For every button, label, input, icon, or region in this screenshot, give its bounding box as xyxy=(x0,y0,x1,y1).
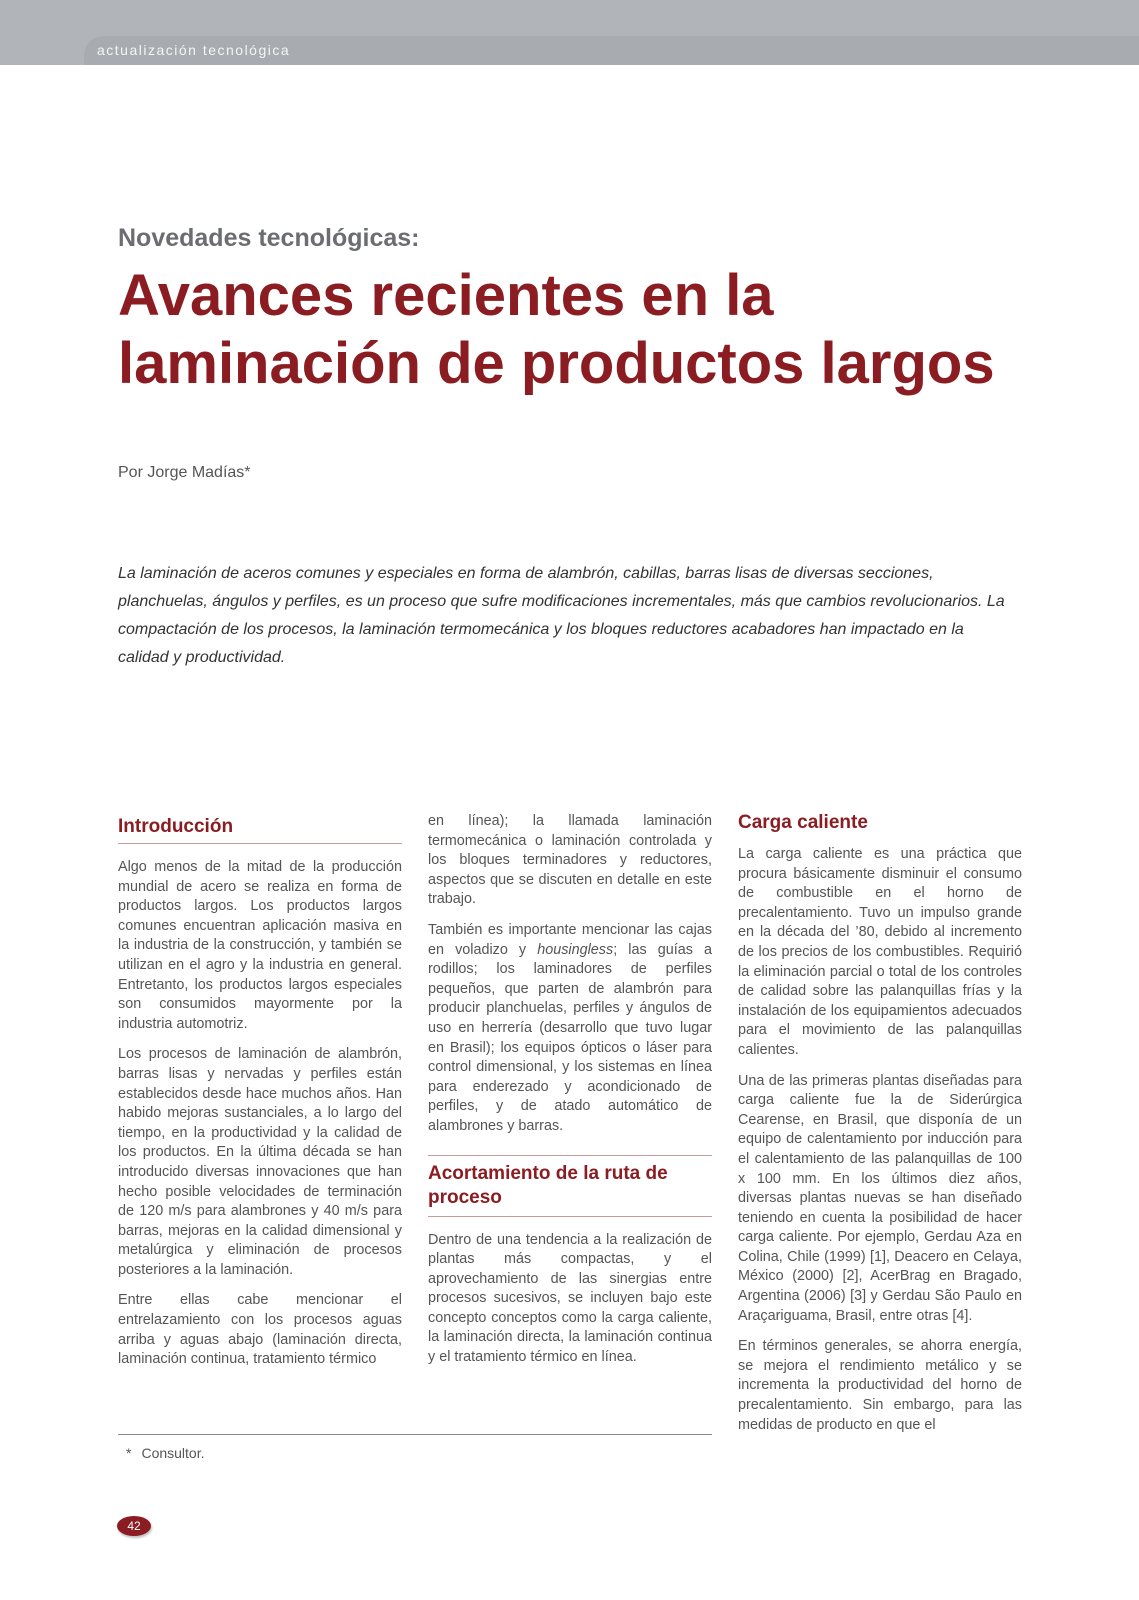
paragraph: Entre ellas cabe mencionar el entrelazamiento con los procesos aguas arriba y aguas abajo (laminación directa, laminación continua, tratamiento térmico xyxy=(118,1292,402,1368)
paragraph: Una de las primeras plantas diseñadas para carga caliente fue la de Siderúrgica Cearense, en Brasil, que disponía de un equipo de calentamiento por inducción para el calentamiento de las palanquillas de 100 x 100 mm. En los últimos diez años, diversas plantas nuevas se han diseñado teniendo en cuenta la posibilidad de hacer carga caliente. Por ejemplo, Gerdau Aza en Colina, Chile (1999) [1], Deacero en Celaya, México (2000) [2], AcerBrag en Bragado, Argentina (2006) [3] y Gerdau São Paulo en Araçariguama, Brasil, entre otras [4]. xyxy=(738,1072,1022,1324)
byline: Por Jorge Madías* xyxy=(118,464,251,481)
page-number: 42 xyxy=(117,1516,151,1536)
lead-paragraph: La laminación de aceros comunes y especiales en forma de alambrón, cabillas, barras lisas de diversas secciones, planchuelas, ángulos y perfiles, es un proceso que sufre modificaciones incrementales, más que cambios revolucionarios. La compactación de los procesos, la laminación termomecánica y los bloques reductores acabadores han impactado en la calidad y productividad. xyxy=(118,565,1005,666)
emphasis-housingless: housingless xyxy=(537,941,614,958)
article-kicker: Novedades tecnológicas: xyxy=(118,224,420,252)
paragraph: Algo menos de la mitad de la producción mundial de acero se realiza en forma de productos largos. Los productos largos comunes encuentran aplicación masiva en la industria de la construcción, y también se utilizan en el agro y la industria en general. Entretanto, los productos largos especiales son consumidos mayormente por la industria automotriz. xyxy=(118,859,402,1032)
paragraph xyxy=(428,921,712,1137)
column-1 xyxy=(118,815,402,1381)
paragraph: Los procesos de laminación de alambrón, barras lisas y nervadas y perfiles están establecidos desde hace muchos años. Han habido mejoras sustanciales, a lo largo del tiempo, en la productividad y la calidad de los productos. En la última década se han introducido diversas innovaciones que han hecho posible velocidades de terminación de 120 m/s para alambrones y 40 m/s para barras, mejoras en la calidad dimensional y metalúrgica y eliminación de procesos posteriores a la laminación. xyxy=(118,1046,402,1278)
paragraph: En términos generales, se ahorra energía, se mejora el rendimiento metálico y se incrementa la productividad del horno de precalentamiento. Sin embargo, para las medidas de producto en que el xyxy=(738,1338,1022,1433)
title-line-1: Avances recientes en la xyxy=(118,263,774,328)
section-heading-introduccion: Introducción xyxy=(118,815,402,844)
column-3 xyxy=(738,811,1022,1446)
column-2 xyxy=(428,812,712,1379)
paragraph: en línea); la llamada laminación termomecánica o laminación controlada y los bloques terminadores y reductores, aspectos que se discuten en detalle en este trabajo. xyxy=(428,813,712,908)
footnote xyxy=(126,1445,205,1461)
article-title xyxy=(118,262,1098,398)
footnote-divider xyxy=(118,1434,712,1435)
section-label: actualización tecnológica xyxy=(97,42,291,58)
section-heading-carga-caliente: Carga caliente xyxy=(738,812,868,833)
paragraph-text: ; las guías a rodillos; los laminadores de perfiles pequeños, que parten de alambrón para producir planchuelas, perfiles y ángulos de uso en herrería (desarrollo que tuvo lugar en Brasil); los equipos ópticos o láser para control dimensional, y los sistemas en línea para enderezado y acondicionado de perfiles, y de atado automático de alambrones y barras. xyxy=(428,941,712,1134)
section-heading-acortamiento: Acortamiento de la ruta de proceso xyxy=(428,1155,712,1217)
title-line-2: laminación de productos largos xyxy=(118,331,995,396)
paragraph: La carga caliente es una práctica que procura básicamente disminuir el consumo de combustible en el horno de precalentamiento. Tuvo un impulso grande en la década del ’80, debido al incremento de los precios de los combustibles. Requirió la eliminación parcial o total de los controles de calidad sobre las palanquillas frías y la instalación de los equipamientos adecuados para el movimiento de las palanquillas calientes. xyxy=(738,846,1022,1058)
footnote-mark: * xyxy=(126,1445,132,1461)
paragraph: Dentro de una tendencia a la realización de plantas más compactas, y el aprovechamiento de las sinergias entre procesos sucesivos, se incluyen bajo este concepto conceptos como la carga caliente, la laminación directa, la laminación continua y el tratamiento térmico en línea. xyxy=(428,1231,712,1366)
paragraph-text: También es importante mencionar las cajas en voladizo y xyxy=(428,921,712,958)
footnote-text: Consultor. xyxy=(141,1445,205,1461)
